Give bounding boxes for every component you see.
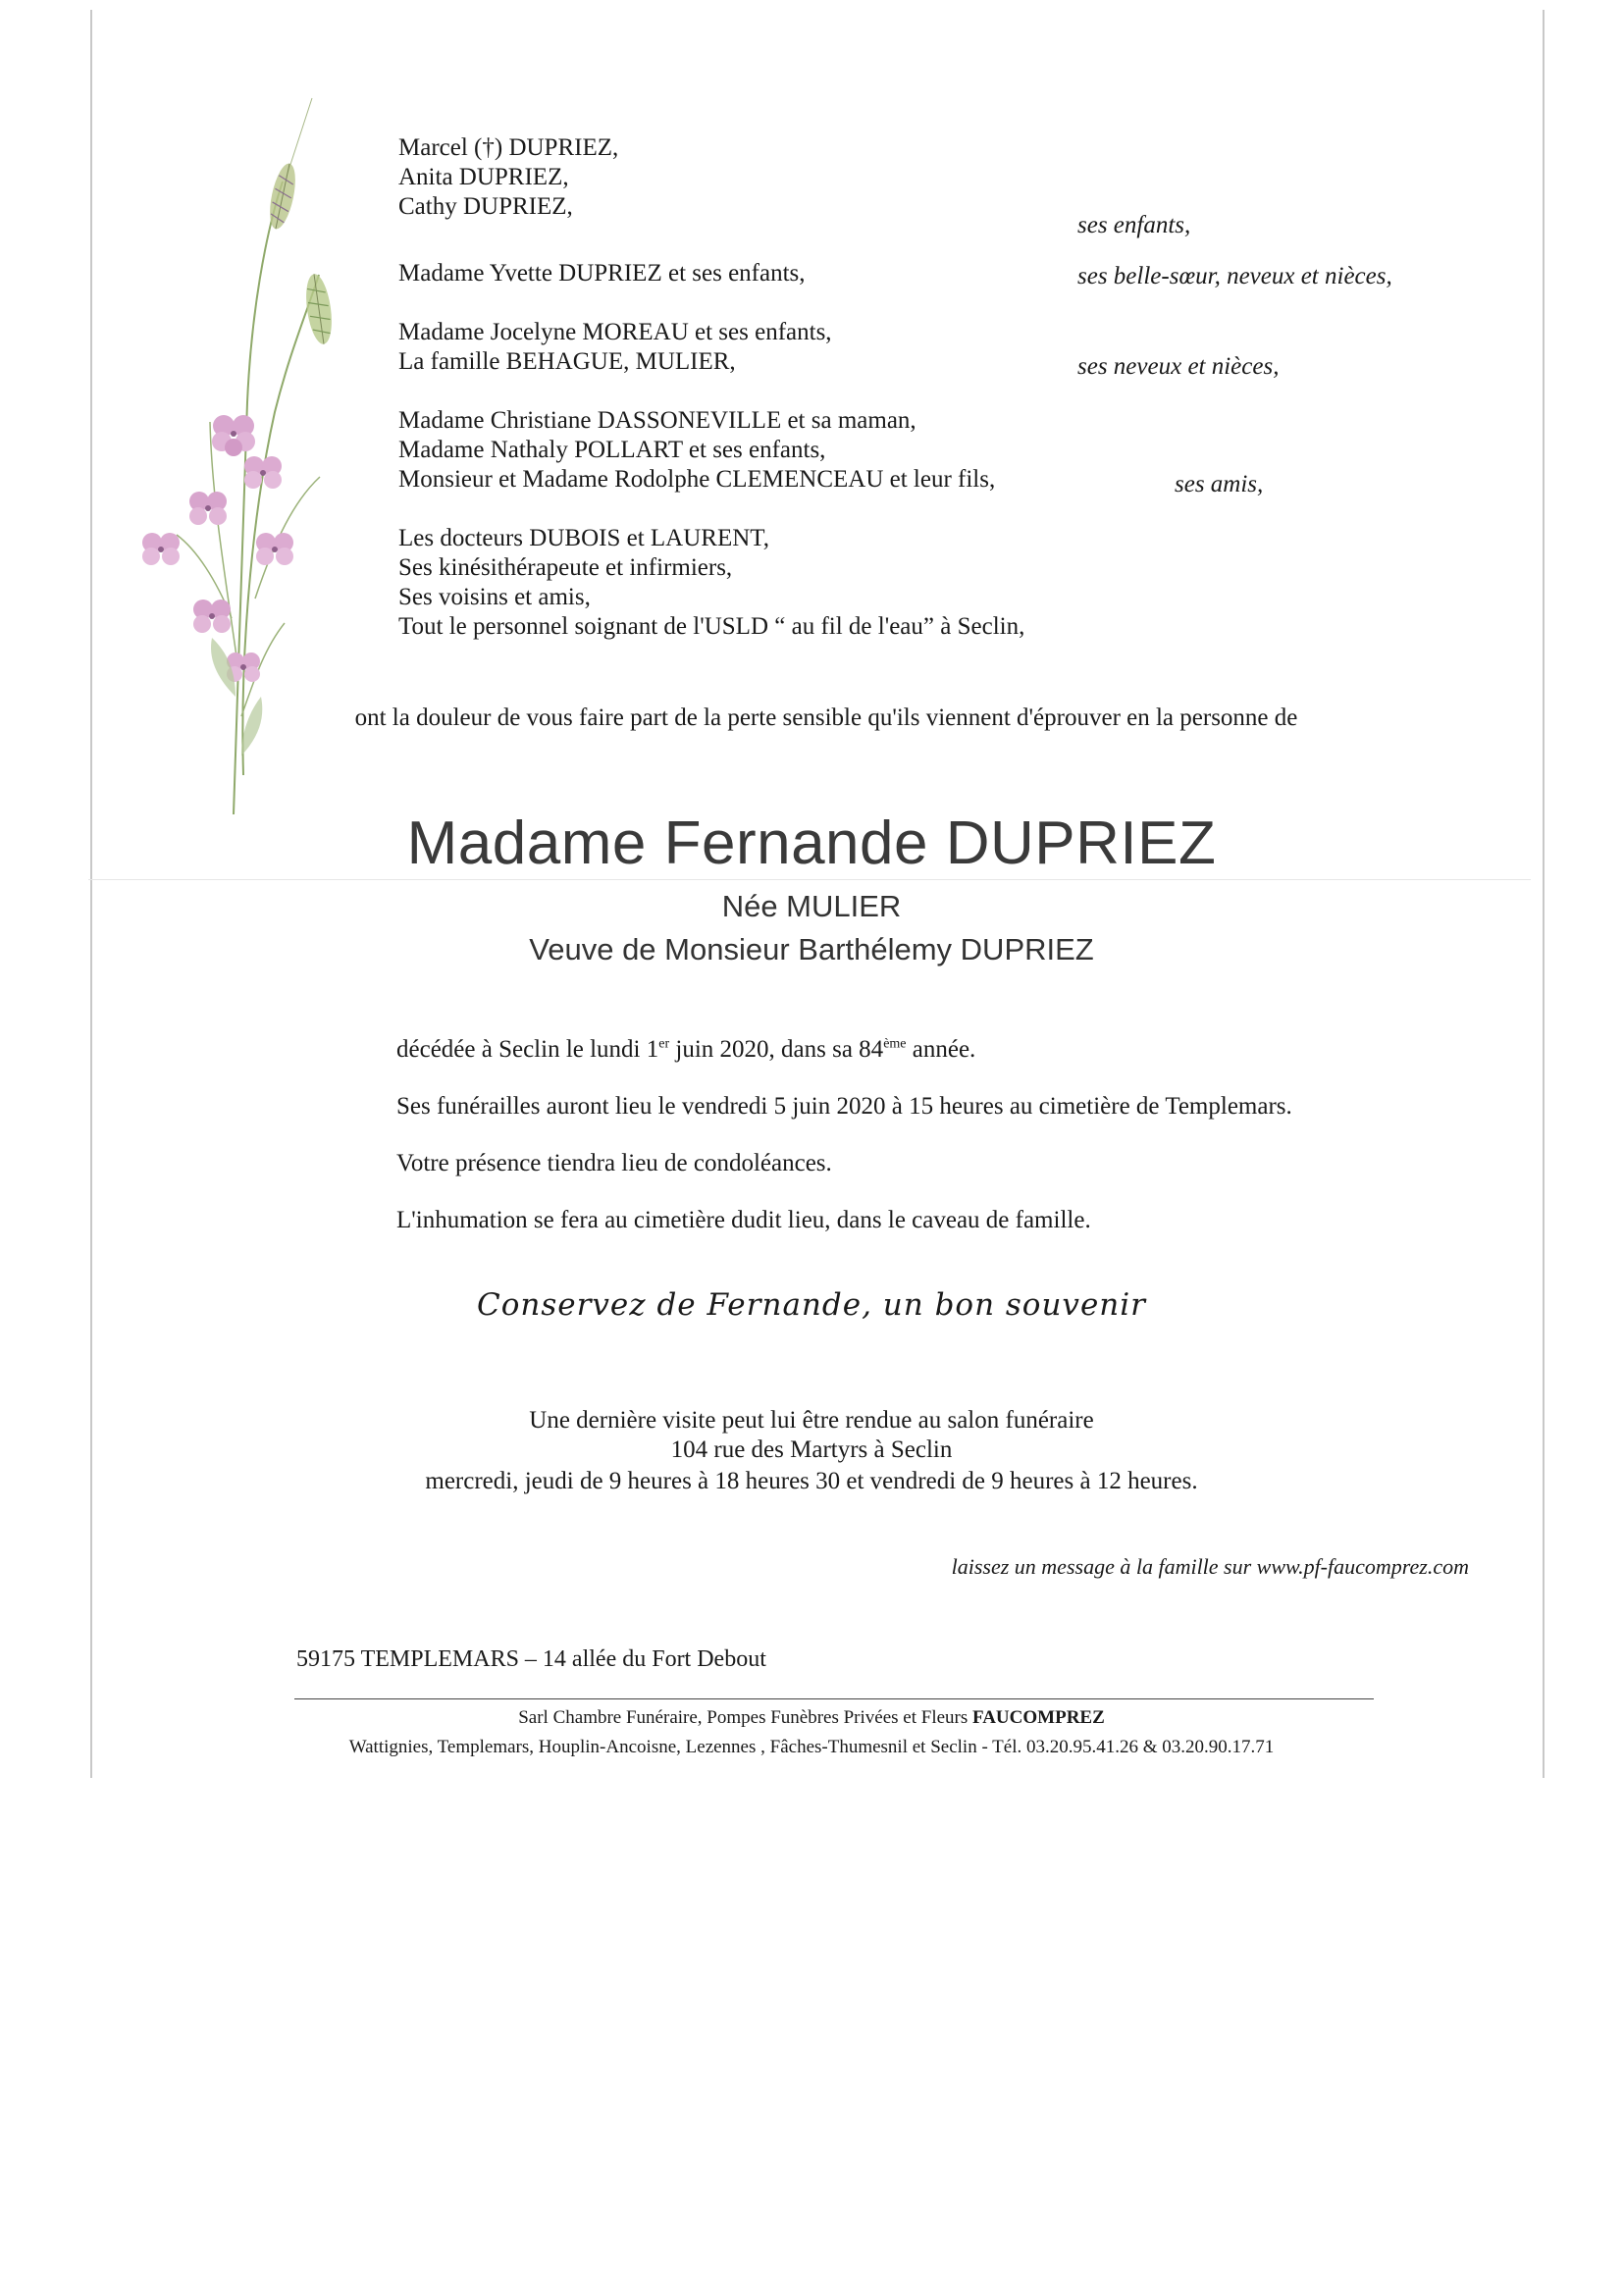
- visit-line-2: 104 rue des Martyrs à Seclin: [670, 1436, 953, 1463]
- deceased-widow-of: Veuve de Monsieur Barthélemy DUPRIEZ: [529, 932, 1094, 966]
- funeral-home-line: [0, 1707, 1623, 1729]
- website-message: laissez un message à la famille sur www.pf-faucomprez.com: [951, 1554, 1469, 1579]
- relation-sister-in-law: ses belle-sœur, neveux et nièces,: [1077, 263, 1392, 289]
- burial-details: L'inhumation se fera au cimetière dudit lieu, dans le caveau de famille.: [396, 1207, 1091, 1233]
- family-line: Madame Christiane DASSONEVILLE et sa maman,: [398, 407, 916, 434]
- visit-line-1: Une dernière visite peut lui être rendue au salon funéraire: [529, 1407, 1094, 1434]
- family-line: Cathy DUPRIEZ,: [398, 193, 573, 220]
- family-line: Tout le personnel soignant de l'USLD “ au fil de l'eau” à Seclin,: [398, 613, 1025, 640]
- family-line: Ses voisins et amis,: [398, 584, 591, 610]
- relation-children: ses enfants,: [1077, 212, 1191, 238]
- family-line: Anita DUPRIEZ,: [398, 164, 569, 190]
- family-address: 59175 TEMPLEMARS – 14 allée du Fort Debout: [296, 1646, 766, 1672]
- death-sup-2: ème: [883, 1036, 907, 1052]
- violet-flower-2: [244, 456, 282, 489]
- family-line: Madame Jocelyne MOREAU et ses enfants,: [398, 319, 832, 345]
- family-line: Ses kinésithérapeute et infirmiers,: [398, 554, 733, 581]
- family-group-children: [398, 133, 618, 222]
- family-group-caregivers: [398, 524, 1024, 642]
- family-line: Monsieur et Madame Rodolphe CLEMENCEAU et leur fils,: [398, 466, 996, 493]
- death-text-3: année.: [906, 1036, 976, 1063]
- funeral-details: Ses funérailles auront lieu le vendredi 5 juin 2020 à 15 heures au cimetière de Templemars.: [396, 1093, 1292, 1120]
- violet-flower-1: [212, 415, 255, 456]
- intro-sentence: ont la douleur de vous faire part de la perte sensible qu'ils viennent d'éprouver en la personne de: [354, 704, 1298, 731]
- funeral-home-description: Sarl Chambre Funéraire, Pompes Funèbres Privées et Fleurs: [518, 1707, 973, 1728]
- condolences-note: Votre présence tiendra lieu de condoléances.: [396, 1150, 832, 1176]
- violet-flower-6: [193, 600, 231, 633]
- death-text-2: juin 2020, dans sa 84: [669, 1036, 884, 1063]
- deceased-maiden-name: Née MULIER: [721, 889, 902, 923]
- funeral-home-locations: Wattignies, Templemars, Houplin-Ancoisne, Lezennes , Fâches-Thumesnil et Seclin - Tél. 03.20.95.41.26 & 03.20.90.17.71: [348, 1737, 1275, 1757]
- memory-phrase: Conservez de Fernande, un bon souvenir: [476, 1287, 1146, 1323]
- family-line: Marcel (†) DUPRIEZ,: [398, 134, 619, 161]
- violet-flower-3: [189, 492, 227, 525]
- family-line: La famille BEHAGUE, MULIER,: [398, 348, 736, 375]
- family-group-friends: [398, 406, 995, 495]
- death-details: [396, 1036, 975, 1064]
- deceased-name: Madame Fernande DUPRIEZ: [406, 809, 1217, 877]
- funeral-home-brand: FAUCOMPREZ: [972, 1707, 1105, 1728]
- relation-friends: ses amis,: [1175, 471, 1264, 497]
- family-line: Les docteurs DUBOIS et LAURENT,: [398, 525, 769, 551]
- death-text-1: décédée à Seclin le lundi 1: [396, 1036, 659, 1063]
- relation-nephews: ses neveux et nièces,: [1077, 353, 1280, 380]
- fold-line: [88, 879, 1531, 880]
- footer-rule: [294, 1698, 1374, 1699]
- death-sup-1: er: [658, 1036, 670, 1052]
- family-group-sister-in-law: [398, 259, 806, 288]
- violet-flower-5: [142, 533, 180, 565]
- family-line: Madame Yvette DUPRIEZ et ses enfants,: [398, 260, 806, 287]
- family-group-nephews: [398, 318, 832, 377]
- violet-flower-4: [256, 533, 293, 565]
- visit-line-3: mercredi, jeudi de 9 heures à 18 heures 30 et vendredi de 9 heures à 12 heures.: [425, 1468, 1198, 1494]
- family-line: Madame Nathaly POLLART et ses enfants,: [398, 437, 826, 463]
